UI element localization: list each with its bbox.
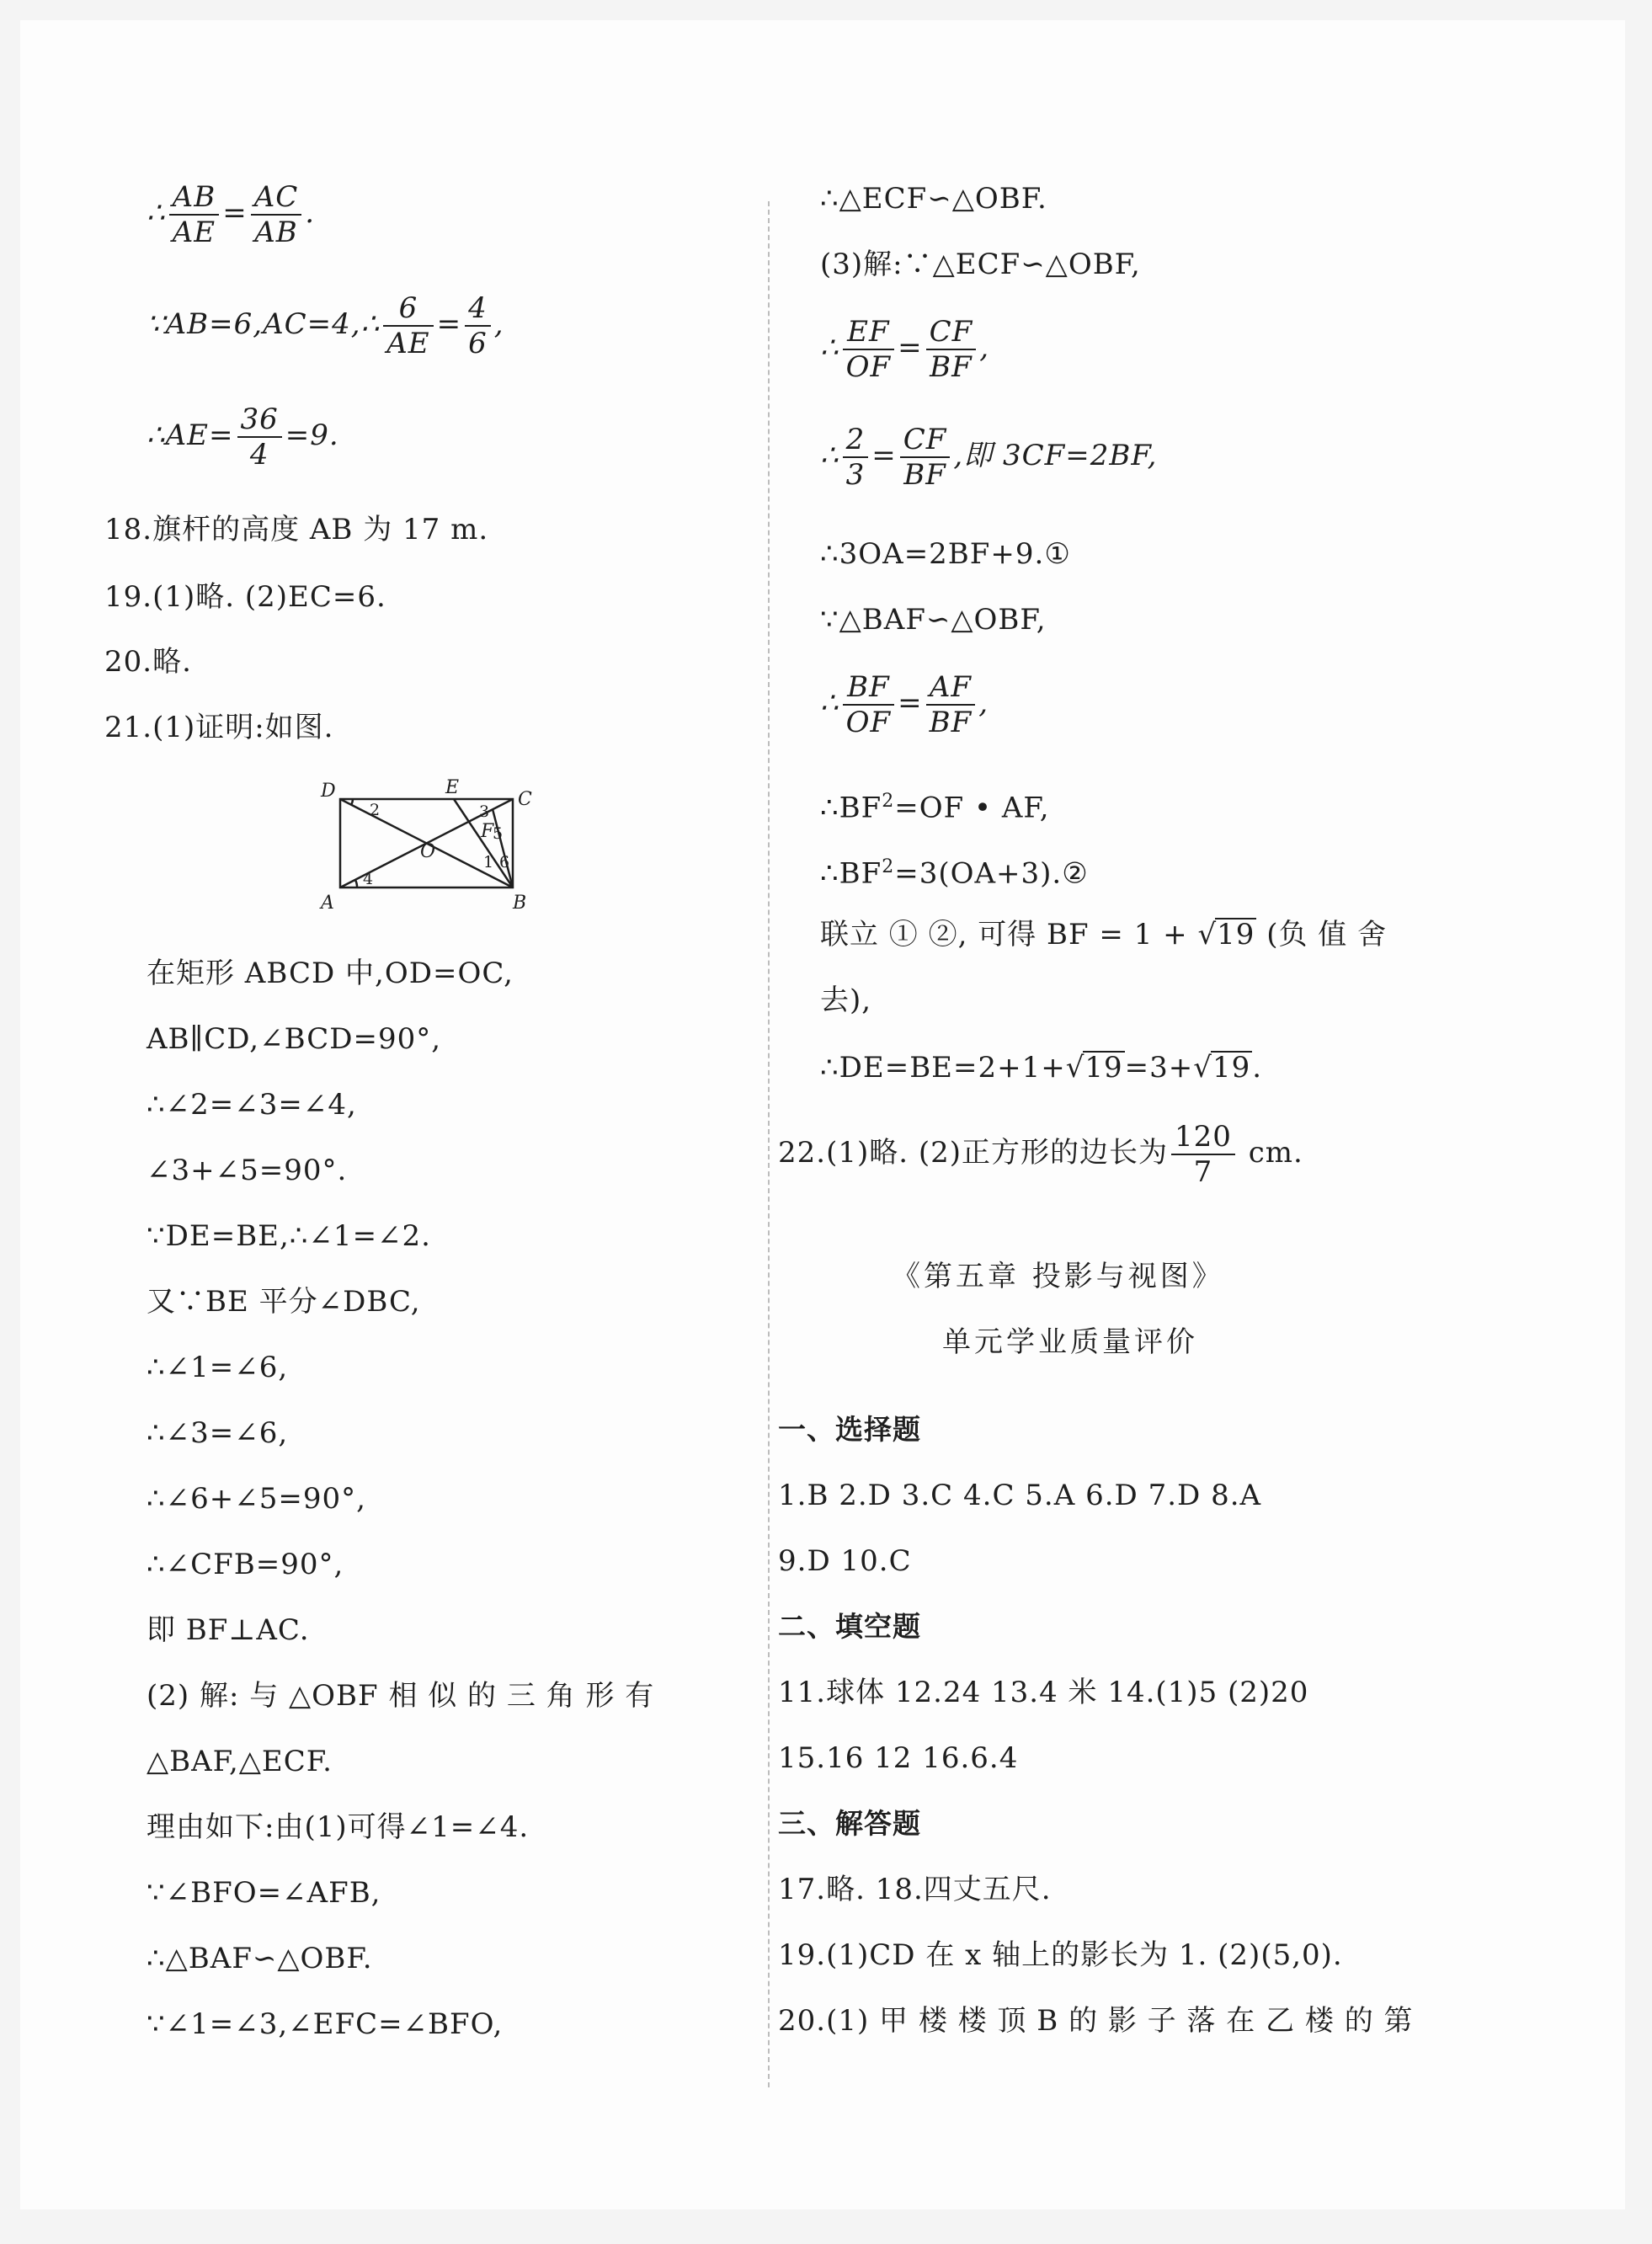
unit-title: 单元学业质量评价 (942, 1325, 1198, 1359)
eq-ae-result: ∴AE= $\frac{36}{4}$ =9. (147, 402, 339, 472)
right-line-10: 联立 ① ②, 可得 BF = 1 + √19 (负 值 舍 (820, 918, 1388, 951)
solve-answers-1: 17.略. 18.四丈五尺. (778, 1873, 1052, 1906)
answer-21-heading: 21.(1)证明:如图. (104, 711, 334, 744)
proof-line-4: ∠3+∠5=90°. (147, 1154, 348, 1187)
proof-line-12: (2) 解: 与 △OBF 相 似 的 三 角 形 有 (147, 1679, 655, 1713)
fill-answers-1: 11.球体 12.24 13.4 米 14.(1)5 (2)20 (778, 1676, 1309, 1709)
proof-line-3: ∴∠2=∠3=∠4, (147, 1088, 357, 1122)
fraction-120-7: $\frac{120}{7}$ (1171, 1120, 1235, 1189)
right-line-11: 去), (820, 983, 872, 1017)
label-angle-3: 3 (479, 802, 490, 821)
answer-18: 18.旗杆的高度 AB 为 17 m. (104, 513, 489, 546)
eq-2-3: ∴ $\frac{2}{3}$ = $\frac{CF}{BF}$ ,即 3CF=2BF, (820, 423, 1158, 492)
fraction-ab-ae: $\frac{AB}{AE}$ (169, 180, 220, 249)
fraction-ac-ab: $\frac{AC}{AB}$ (251, 180, 302, 249)
solve-answers-2: 19.(1)CD 在 x 轴上的影长为 1. (2)(5,0). (778, 1938, 1343, 1972)
section-choice: 一、选择题 (778, 1413, 921, 1446)
eq-bf-of: ∴ $\frac{BF}{OF}$ = $\frac{AF}{BF}$ , (820, 670, 989, 739)
label-o: O (420, 841, 436, 862)
label-d: D (321, 781, 336, 802)
eq-substitution-line: ∵AB=6,AC=4,∴ $\frac{6}{AE}$ = $\frac{4}{6}$ , (147, 291, 504, 360)
angle-4-arc (355, 880, 357, 887)
proof-line-15: ∵∠BFO=∠AFB, (147, 1876, 381, 1910)
label-f: F (481, 821, 494, 842)
label-angle-4: 4 (363, 870, 374, 888)
sqrt-19-b: 19 (1212, 1051, 1251, 1085)
proof-line-11: 即 BF⊥AC. (147, 1613, 310, 1647)
fraction-cf-bf-2: $\frac{CF}{BF}$ (900, 423, 951, 492)
right-line-5: ∴3OA=2BF+9.① (820, 537, 1071, 571)
sqrt-19-a: 19 (1084, 1051, 1123, 1085)
proof-line-16: ∴△BAF∽△OBF. (147, 1942, 373, 1975)
sqrt-19: 19 (1217, 918, 1255, 951)
fraction-2-3: $\frac{2}{3}$ (843, 423, 869, 492)
label-b: B (513, 893, 527, 913)
chapter-title: 《第五章 投影与视图》 (892, 1260, 1224, 1293)
proof-line-1: 在矩形 ABCD 中,OD=OC, (147, 957, 514, 990)
section-fill-blank: 二、填空题 (778, 1610, 921, 1643)
right-line-8: $\therefore BF^2=OF$ • AF, (820, 791, 1050, 825)
label-angle-5: 5 (493, 824, 504, 843)
section-solve: 三、解答题 (778, 1807, 921, 1840)
fraction-af-bf: $\frac{AF}{BF}$ (926, 670, 976, 739)
answer-19: 19.(1)略. (2)EC=6. (104, 580, 386, 614)
answer-20: 20.略. (104, 645, 192, 679)
proof-line-6: 又∵BE 平分∠DBC, (147, 1285, 421, 1319)
right-line-9: $\therefore BF^2=3(OA+3).②$ (820, 856, 1089, 891)
fraction-36-4: $\frac{36}{4}$ (237, 402, 282, 472)
proof-line-17: ∵∠1=∠3,∠EFC=∠BFO, (147, 2007, 504, 2041)
eq-ef-of: ∴ $\frac{EF}{OF}$ = $\frac{CF}{BF}$ , (820, 315, 990, 384)
column-divider (768, 201, 770, 2087)
right-line-2: (3)解:∵△ECF∽△OBF, (820, 248, 1141, 281)
label-c: C (518, 789, 532, 810)
proof-line-10: ∴∠CFB=90°, (147, 1548, 344, 1581)
rectangle-figure (319, 778, 563, 913)
choice-answers-1: 1.B 2.D 3.C 4.C 5.A 6.D 7.D 8.A (778, 1479, 1262, 1512)
answer-22: 22.(1)略. (2)正方形的边长为 $\frac{120}{7}$ cm. (778, 1120, 1303, 1189)
proof-line-14: 理由如下:由(1)可得∠1=∠4. (147, 1810, 530, 1844)
label-a: A (321, 893, 334, 913)
proof-line-8: ∴∠3=∠6, (147, 1416, 289, 1450)
fill-answers-2: 15.16 12 16.6.4 (778, 1741, 1019, 1775)
label-angle-2: 2 (370, 801, 381, 819)
solve-answers-3: 20.(1) 甲 楼 楼 顶 B 的 影 子 落 在 乙 楼 的 第 (778, 2004, 1414, 2038)
proof-line-5: ∵DE=BE,∴∠1=∠2. (147, 1219, 431, 1253)
label-angle-6: 6 (499, 853, 510, 871)
fraction-ef-of: $\frac{EF}{OF}$ (843, 315, 894, 384)
fraction-4-6: $\frac{4}{6}$ (465, 291, 491, 360)
fraction-6-ae: $\frac{6}{AE}$ (383, 291, 433, 360)
label-angle-1: 1 (483, 853, 494, 871)
eq-ratio-line: ∴ $\frac{AB}{AE}$ = $\frac{AC}{AB}$ . (147, 180, 316, 249)
choice-answers-2: 9.D 10.C (778, 1544, 912, 1578)
proof-line-2: AB∥CD,∠BCD=90°, (147, 1022, 442, 1056)
right-line-1: ∴△ECF∽△OBF. (820, 182, 1047, 216)
therefore-symbol: ∴ (147, 196, 166, 230)
fraction-bf-of: $\frac{BF}{OF}$ (843, 670, 894, 739)
label-e: E (445, 778, 460, 798)
right-line-6: ∵△BAF∽△OBF, (820, 603, 1047, 637)
proof-line-13: △BAF,△ECF. (147, 1745, 333, 1778)
page (20, 20, 1625, 2209)
proof-line-7: ∴∠1=∠6, (147, 1351, 289, 1384)
segment-bf (493, 809, 513, 887)
fraction-cf-bf: $\frac{CF}{BF}$ (926, 315, 977, 384)
right-line-12: ∴DE=BE=2+1+√19=3+√19. (820, 1051, 1263, 1085)
proof-line-9: ∴∠6+∠5=90°, (147, 1482, 366, 1516)
